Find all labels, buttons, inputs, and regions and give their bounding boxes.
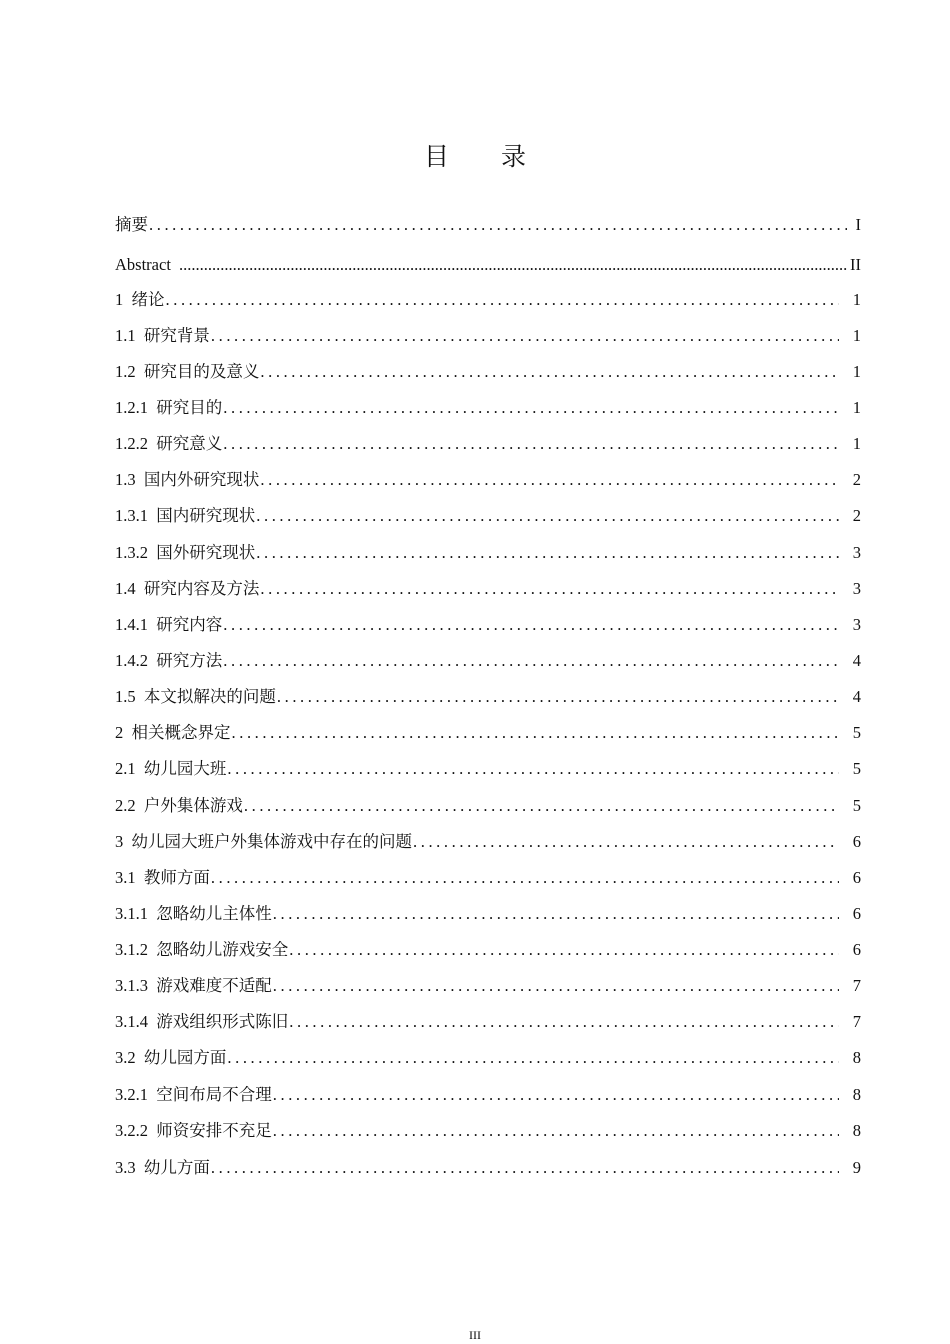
toc-entry-label: 3.1.3 游戏难度不适配: [115, 976, 272, 995]
toc-entry[interactable]: [115, 756, 861, 782]
toc-leader-dots: [223, 395, 839, 421]
toc-entry-label: 3.1.4 游戏组织形式陈旧: [115, 1012, 289, 1031]
toc-entry-label: 摘要: [115, 215, 148, 234]
toc-leader-dots: [277, 684, 839, 710]
toc-entry[interactable]: [115, 576, 861, 602]
toc-entry-page: 8: [852, 1048, 861, 1067]
toc-leader-dots: [149, 212, 847, 238]
toc-entry-page: 1: [852, 398, 861, 417]
toc-entry-label: 1.3.2 国外研究现状: [115, 543, 256, 562]
toc-leader-dots: [244, 793, 839, 819]
toc-entry-page: 3: [852, 543, 861, 562]
toc-entry-page: 9: [852, 1158, 861, 1177]
toc-leader-dots: [260, 359, 839, 385]
toc-entry-page: 5: [852, 723, 861, 742]
toc-entry-page: 6: [852, 904, 861, 923]
toc-leader-dots: [256, 540, 839, 566]
toc-leader-dots: [211, 323, 839, 349]
toc-entry[interactable]: [115, 323, 861, 349]
toc-entry-label: 3.2 幼儿园方面: [115, 1048, 227, 1067]
toc-leader-dots: [223, 431, 839, 457]
toc-entry-label: 2.2 户外集体游戏: [115, 796, 243, 815]
toc-entry-page: 7: [852, 976, 861, 995]
toc-leader-dots: [273, 901, 839, 927]
toc-entry-label: 1.4.1 研究内容: [115, 615, 223, 634]
toc-entry-label: 1.4 研究内容及方法: [115, 579, 260, 598]
toc-leader-dots: [232, 720, 840, 746]
toc-entry[interactable]: [115, 865, 861, 891]
toc-entry-page: I: [855, 215, 861, 234]
toc-entry-page: 6: [852, 832, 861, 851]
toc-entry[interactable]: [115, 503, 861, 529]
toc-entry-label: 1.2.1 研究目的: [115, 398, 223, 417]
toc-entry-page: 6: [852, 868, 861, 887]
toc-entry-label: 1.4.2 研究方法: [115, 651, 223, 670]
toc-entry-label: 1.5 本文拟解决的问题: [115, 687, 276, 706]
toc-leader-dots: [256, 503, 839, 529]
toc-entry-page: 1: [852, 290, 861, 309]
toc-entry[interactable]: [115, 901, 861, 927]
toc-entry-page: 2: [852, 470, 861, 489]
toc-entry[interactable]: [115, 720, 861, 746]
toc-entry[interactable]: [115, 1118, 861, 1144]
toc-entry-page: 7: [852, 1012, 861, 1031]
toc-entry-page: II: [850, 255, 861, 274]
toc-entry-label: 3.1.1 忽略幼儿主体性: [115, 904, 272, 923]
toc-leader-dots: [211, 1155, 839, 1181]
toc-entry[interactable]: [115, 1155, 861, 1181]
toc-entry-page: 1: [852, 362, 861, 381]
toc-entry-page: 5: [852, 796, 861, 815]
toc-entry[interactable]: [115, 973, 861, 999]
toc-leader-dots: [273, 1082, 839, 1108]
toc-entry-page: 1: [852, 326, 861, 345]
toc-entry-label: 1.3 国内外研究现状: [115, 470, 260, 489]
toc-entry[interactable]: [115, 431, 861, 457]
toc-leader-dots: [227, 756, 839, 782]
toc-leader-dots: [211, 865, 839, 891]
toc-entry[interactable]: [115, 937, 861, 963]
toc-leader-dots: [223, 648, 839, 674]
toc-entry-page: 4: [852, 651, 861, 670]
page-title: 目 录: [424, 141, 548, 171]
toc-entry-page: 8: [852, 1121, 861, 1140]
toc-entry[interactable]: [115, 648, 861, 674]
toc-entry-label: 3.3 幼儿方面: [115, 1158, 210, 1177]
toc-entry[interactable]: [115, 467, 861, 493]
toc-entry[interactable]: [115, 1082, 861, 1108]
toc-entry-label: Abstract: [115, 255, 176, 274]
toc-entry[interactable]: [115, 684, 861, 710]
toc-leader-dots: [179, 252, 847, 278]
toc-entry-label: 3.1.2 忽略幼儿游戏安全: [115, 940, 289, 959]
toc-entry-page: 3: [852, 579, 861, 598]
toc-entry-page: 8: [852, 1085, 861, 1104]
toc-entry[interactable]: [115, 359, 861, 385]
toc-entry-label: 1.3.1 国内研究现状: [115, 506, 256, 525]
toc-leader-dots: [289, 937, 839, 963]
toc-entry-page: 1: [852, 434, 861, 453]
toc-entry[interactable]: [115, 287, 861, 313]
toc-entry[interactable]: [115, 212, 861, 238]
toc-entry-label: 3 幼儿园大班户外集体游戏中存在的问题: [115, 832, 412, 851]
toc-entry-label: 1 绪论: [115, 290, 165, 309]
toc-entry-label: 1.2.2 研究意义: [115, 434, 223, 453]
toc-entry-page: 6: [852, 940, 861, 959]
toc-entry[interactable]: [115, 612, 861, 638]
toc-entry[interactable]: [115, 1045, 861, 1071]
toc-leader-dots: [273, 1118, 839, 1144]
toc-entry[interactable]: [115, 395, 861, 421]
toc-entry[interactable]: [115, 540, 861, 566]
toc-leader-dots: [413, 829, 839, 855]
toc-entry-label: 3.2.1 空间布局不合理: [115, 1085, 272, 1104]
toc-leader-dots: [289, 1009, 839, 1035]
toc-leader-dots: [260, 467, 839, 493]
toc-entry-label: 2 相关概念界定: [115, 723, 231, 742]
toc-entry-page: 5: [852, 759, 861, 778]
toc-entry-page: 4: [852, 687, 861, 706]
toc-entry-label: 3.1 教师方面: [115, 868, 210, 887]
page-number: III: [469, 1328, 481, 1342]
toc-entry[interactable]: [115, 793, 861, 819]
toc-leader-dots: [260, 576, 839, 602]
toc-entry[interactable]: [115, 252, 861, 278]
toc-leader-dots: [227, 1045, 839, 1071]
toc-entry-label: 1.1 研究背景: [115, 326, 210, 345]
toc-entry[interactable]: [115, 1009, 861, 1035]
toc-entry-label: 2.1 幼儿园大班: [115, 759, 227, 778]
toc-leader-dots: [223, 612, 839, 638]
toc-entry-label: 1.2 研究目的及意义: [115, 362, 260, 381]
toc-entry[interactable]: [115, 829, 861, 855]
toc-entry-page: 2: [852, 506, 861, 525]
toc-entry-label: 3.2.2 师资安排不充足: [115, 1121, 272, 1140]
toc-leader-dots: [273, 973, 839, 999]
toc-entry-page: 3: [852, 615, 861, 634]
toc-leader-dots: [166, 287, 840, 313]
